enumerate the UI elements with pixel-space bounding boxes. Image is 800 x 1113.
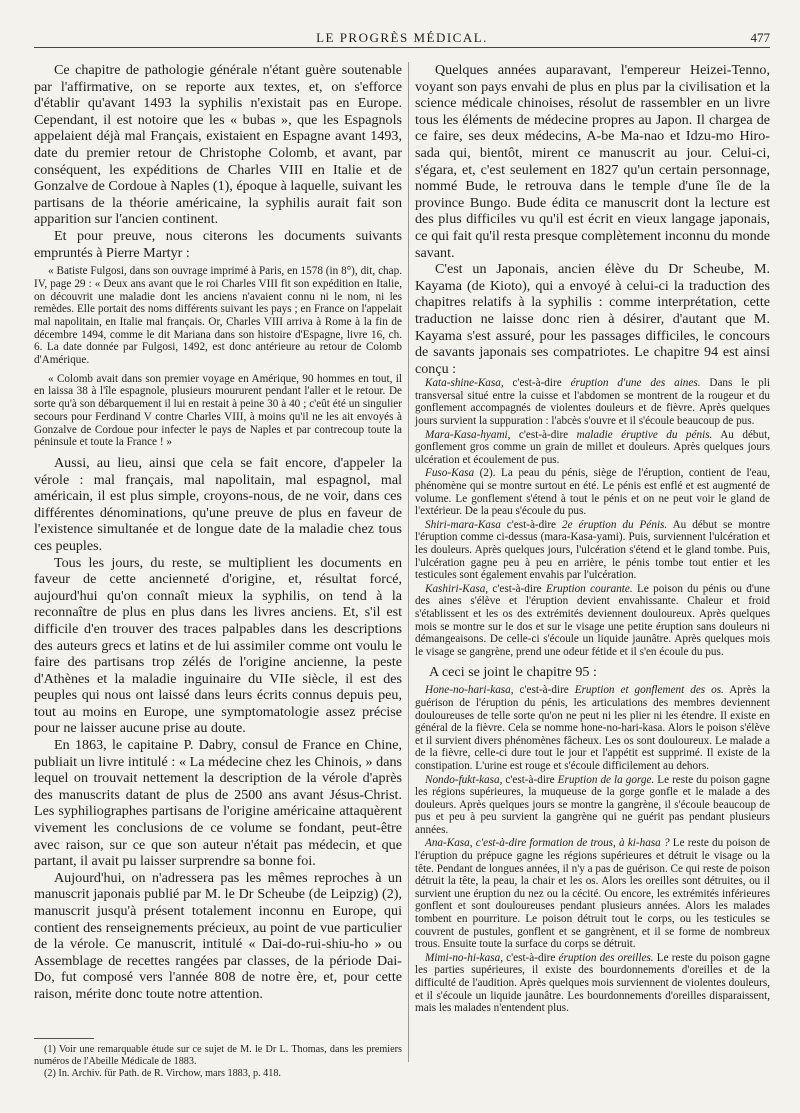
paragraph: Quelques années auparavant, l'empereur Heizei-Tenno, voyant son pays envahi de plus en plus par la civilisation et la science médicale chinoises, résolut de rassembler en un livre tous les éléments de médecine propres au Japon. Il chargea de ce faire, ses deux médecins, A-be Ma-nao et Idzu-mo Hiro-sada qui, bientôt, mirent ce manuscrit au jour. Celui-ci, s'égara, et, c'est seulement en 1827 qu'un certain personnage, nommé Bude, le retrouva dans le temple d'une île de la province Bungo. Bude édita ce manuscrit dont la lecture est des plus difficiles vu qu'il est écrit en vieux langage japonais, ce qui fait qu'il resta presque complètement inconnu du monde savant. bbox=[415, 62, 770, 261]
paragraph: Et pour preuve, nous citerons les documents suivants empruntés à Pierre Martyr : bbox=[34, 227, 402, 261]
entry-definition: 2e éruption du Pénis. bbox=[562, 518, 668, 531]
entry-definition: maladie éruptive du pénis. bbox=[576, 428, 713, 441]
paragraph: Aussi, au lieu, ainsi que cela se fait encore, d'appeler la vérole : mal français, mal napolitain, mal espagnol, mal américain, il est plus simple, croyons-nous, de ne voir, dans ces différentes dénominations, qu'une preuve de plus en faveur de l'existence simultanée et de longue date de la maladie chez tous ces peuples. bbox=[34, 454, 402, 554]
footnotes bbox=[34, 1038, 402, 1080]
paragraph: C'est un Japonais, ancien élève du Dr Scheube, M. Kayama (de Kioto), qui a envoyé à celui-ci la traduction des chapitres relatifs à la syphilis : comme interprétation, cette traduction ne laisse donc rien à désirer, d'autant que M. Kayama s'est assuré, pour les passages difficiles, le concours de savants japonais ses compatriotes. Le chapitre 94 est ainsi conçu : bbox=[415, 261, 770, 377]
entry: Mimi-no-hi-kasa, c'est-à-dire éruption des oreilles. Le reste du poison gagne les parties supérieures, il existe des bourdonnements d'oreilles et de la difficulté de l'audition. Après quelques mois surviennent de violentes douleurs, et il s'écoule un liquide jaunâtre. Les bourdonnements d'oreilles disparaissent, mais les malades n'entendent plus. bbox=[415, 951, 771, 1015]
header-rule bbox=[34, 47, 770, 48]
paragraph: Aujourd'hui, on n'adressera pas les mêmes reproches à un manuscrit japonais publié par M. le Dr Scheube (de Leipzig) (2), manuscrit jusqu'à présent totalement inconnu en Europe, qui contient des renseignements précieux, au point de vue particulier de la vérole. Ce manuscrit, intitulé « Dai-do-rui-shiu-ho » ou Assemblage de recettes rangées par classes, de la période Dai-Do, fut composé vers l'année 808 de notre ère, et, pour cette raison, mérite donc toute notre attention. bbox=[34, 869, 402, 1002]
running-title: LE PROGRÈS MÉDICAL. bbox=[316, 30, 488, 45]
paragraph: Tous les jours, du reste, se multiplient les documents en faveur de cette ancienneté d'origine, et, résultat forcé, aujourd'hui qu'on connaît mieux la syphilis, on tend à la reconnaître de plus en plus dans les livres anciens. Et, s'il est difficile d'en trouver des traces palpables dans les descriptions des auteurs grecs et latins et de lui assimiler comme ont voulu le faire des partisans trop zélés de l'origine ancienne, la peste d'Athènes et la maladie inguinaire du VIIe siècle, il est des peuples qui nous ont laissé dans leurs écrits connus depuis peu, tout au moins en Europe, une symptomatologie assez précise pour ne laisser aucune prise au doute. bbox=[34, 554, 402, 737]
entry-text: Après la guérison de l'éruption du pénis, les articulations des membres deviennent douloureuses de telle sorte qu'on ne peut ni les plier ni les étendre. Il existe en général de la fièvre. Cela se nomme hone-no-hari-kasa. Alors le poison s'élève et il survient divers phénomènes fâcheux. Les os sont douloureux. Le malade a de la fièvre, celle-ci dure tout le jour et l'appétit est supprimé. Il existe de la constipation. L'urine est rouge et s'écoule difficilement au dehors. bbox=[415, 684, 770, 772]
entry-term: Fuso-Kasa bbox=[425, 467, 475, 480]
entry: Shiri-mara-Kasa c'est-à-dire 2e éruption du Pénis. Au début se montre l'éruption comme ci-dessus (mara-Kasa-yami). Puis, surviennent l'ulcération et les douleurs. Après quelques jours, l'ulcération s'étend et le gland tombe. Puis, l'ulcération gagne peu à peu en arrière, le pénis tombe tout entier et les testicules sont également envahis par l'ulcération. bbox=[415, 518, 771, 582]
entry-term: Mara-Kasa-hyami, bbox=[425, 428, 511, 441]
entry-term: Ana-Kasa, bbox=[425, 837, 473, 850]
entry-term: Mimi-no-hi-kasa, bbox=[425, 951, 503, 964]
entry-definition: Eruption courante. bbox=[545, 582, 633, 595]
entry: Hone-no-hari-kasa, c'est-à-dire Eruption et gonflement des os. Après la guérison de l'éruption du pénis, les articulations des membres deviennent douloureuses de telle sorte qu'on ne peut ni les plier ni les étendre. Il existe en général de la fièvre. Cela se nomme hone-no-hari-kasa. Alors le poison s'élève et il survient divers phénomènes fâcheux. Les os sont douloureux. Le malade a de la fièvre, celle-ci dure tout le jour et l'appétit est supprimé. Il existe de la constipation. L'urine est rouge et s'écoule difficilement au dehors. bbox=[415, 684, 770, 772]
footnote: (2) In. Archiv. für Path. de R. Virchow, mars 1883, p. 418. bbox=[44, 1068, 281, 1079]
entry: Mara-Kasa-hyami, c'est-à-dire maladie éruptive du pénis. Au début, gonflement gros comme un grain de millet et douleurs. Après quelques jours ulcération et écoulement de pus. bbox=[415, 428, 771, 466]
entry-text: Le poison du pénis ou d'une des aines s'élève et l'éruption devient envahissante. Chaleur et froid s'établissent et les os des extrémités deviennent douloureux. Après quelques mois se montre sur le dos et sur le visage une petite éruption sans douleurs ni démangeaisons. De celle-ci s'écoule un liquide jaunâtre. Après quelques mois le visage se gangrène, prend une odeur fétide et il s'en écoule du pus. bbox=[415, 582, 770, 658]
entry-text: (2). La peau du pénis, siège de l'éruption, contient de l'eau, phénomène qui se montre surtout en été. Le pénis est enflé et est augmenté de volume. Le gonflement s'étend à tout le pénis et on ne peut voir le gland de l'extérieur. De la peau s'écoule du pus. bbox=[415, 467, 771, 518]
entry-text: Dans le pli transversal situé entre la cuisse et l'abdomen se montrent de la rougeur et du gonflement accompagnés de violentes douleurs et de fièvre. Après quelques jours survient la suppuration : l'abcès s'ouvre et il s'écoule beaucoup de pus. bbox=[415, 377, 770, 428]
quotation: « Batiste Fulgosi, dans son ouvrage imprimé à Paris, en 1578 (in 8°), dit, chap. IV, page 29 : « Deux ans avant que le roi Charles VIII fit son expédition en Italie, on découvrit une maladie dont les anciens n'avaient connu ni le nom, ni les remèdes. Elle portait des noms différents suivant les pays ; en France on l'appelait mal napolitain, en Italie mal français. Or, Charles VIII arriva à Rome à la fin de décembre 1494, comme le dit Mariana dans son histoire d'Espagne, livre 16, ch. 6. La date donnée par Fulgosi, 1492, est donc antérieure au retour de Colomb d'Amérique. bbox=[34, 265, 402, 367]
entry bbox=[415, 467, 770, 517]
entry-definition: éruption d'une des aines. bbox=[570, 377, 701, 390]
entry: Kashiri-Kasa, c'est-à-dire Eruption courante. Le poison du pénis ou d'une des aines s'élève et l'éruption devient envahissante. Chaleur et froid s'établissent et les os des extrémités deviennent douloureux. Après quelques mois se montre sur le dos et sur le visage une petite éruption sans douleurs ni démangeaisons. De celle-ci s'écoule un liquide jaunâtre. Après quelques mois le visage se gangrène, prend une odeur fétide et il s'en écoule du pus. bbox=[415, 582, 770, 658]
entry-text: Le reste du poison gagne les régions supérieures, la muqueuse de la gorge gonfle et le malade a des douleurs. Après quelques jours se montre la gangrène, il s'écoule beaucoup de pus et peu à peu survient la gangrène qui ne guérit pas pendant plusieurs années. bbox=[415, 773, 771, 836]
chapter-94-entries bbox=[415, 377, 770, 658]
entry-term: Hone-no-hari-kasa, bbox=[425, 684, 514, 697]
entry-text: Le reste du poison gagne les parties supérieures, il existe des bourdonnements d'oreilles et de la difficulté de l'audition. Après quelques mois surviennent de violentes douleurs, et il s'écoule un liquide jaunâtre. Les bourdonnements d'oreilles disparaissent, mais les malades n'entendent plus. bbox=[415, 951, 771, 1015]
entry-definition: éruption des oreilles. bbox=[558, 951, 654, 964]
entry-text: Le reste du poison de l'éruption du prépuce gagne les régions supérieures et détruit le visage ou la tête. Pendant de longues années, il n'y a pas de guérison. Ce qui reste de poison détruit la tête, la peau, la chair et les os. Alors les oreilles sont détruites, ou il survient une éruption du nez ou la cécité. Ou encore, les extrémités inférieures gonflent et sont douloureuses pendant plusieurs années. Alors les malades tombent en pourriture. Le poison détruit tout le corps, ou les testicules se couvrent de pustules, gonflent et se gangrènent, et il se forme de nombreux trous. Ensuite toute la surface du corps se détruit. bbox=[415, 837, 771, 951]
entry-term: Nondo-fukt-kasa, bbox=[425, 773, 503, 786]
footnote-separator bbox=[34, 1038, 94, 1039]
entry-term: Kashiri-Kasa, bbox=[425, 582, 489, 595]
entry-text: Au début se montre l'éruption comme ci-dessus (mara-Kasa-yami). Puis, surviennent l'ulcération et les douleurs. Après quelques jours, l'ulcération s'étend et le gland tombe. Puis, l'ulcération gagne peu à peu en arrière, le pénis tombe tout entier et les testicules sont également envahis par l'ulcération. bbox=[415, 518, 771, 582]
paragraph: Ce chapitre de pathologie générale n'étant guère soutenable par l'affirmative, on se reporte aux textes, et, on s'efforce d'établir qu'avant 1493 la syphilis n'existait pas en Europe. Cependant, il est notoire que les « bubas », que les Espagnols appelaient déjà mal Français, existaient en Espagne avant 1493, date du premier retour de Christophe Colomb, et avant, par conséquent, les expéditions de Charles VIII en Italie et de Gonzalve de Cordoue à Naples (1), époque à laquelle, suivant les partisans de la théorie américaine, la syphilis aurait fait son apparition sur l'ancien continent. bbox=[34, 62, 402, 228]
chapter-95-entries bbox=[415, 684, 770, 1014]
entry-term: Kata-shine-Kasa, bbox=[425, 377, 504, 390]
quotation: « Colomb avait dans son premier voyage en Amérique, 90 hommes en tout, il en laissa 38 à l'île espagnole, plusieurs moururent pendant l'aller et le retour. De sorte qu'à son débarquement il lui en restait à peine 30 à 40 ; c'eût été un singulier secours pour Ferdinand V contre Charles VIII, à moins qu'il ne les ait envoyés à Gonzalve de Cordoue pour infecter le pays de Naples et par contrecoup toute la péninsule et toute la France ! » bbox=[34, 372, 402, 449]
right-column bbox=[415, 62, 770, 1016]
entry-definition: Eruption et gonflement des os. bbox=[574, 684, 724, 697]
chapter-95-intro: A ceci se joint le chapitre 95 : bbox=[429, 664, 597, 681]
left-column bbox=[34, 62, 402, 1003]
page-number: 477 bbox=[750, 30, 770, 45]
entry bbox=[415, 837, 770, 950]
running-header bbox=[34, 30, 770, 46]
entry: Kata-shine-Kasa, c'est-à-dire éruption d'une des aines. Dans le pli transversal situé entre la cuisse et l'abdomen se montrent de la rougeur et du gonflement accompagnés de violentes douleurs et de fièvre. Après quelques jours survient la suppuration : l'abcès s'ouvre et il s'écoule beaucoup de pus. bbox=[415, 377, 770, 428]
column-divider bbox=[408, 62, 409, 1062]
entry: Nondo-fukt-kasa, c'est-à-dire Eruption de la gorge. Le reste du poison gagne les régions supérieures, la muqueuse de la gorge gonfle et le malade a des douleurs. Après quelques jours se montre la gangrène, il s'écoule beaucoup de pus et peu à peu survient la gangrène qui ne guérit pas pendant plusieurs années. bbox=[415, 773, 771, 836]
entry-definition: c'est-à-dire formation de trous, à ki-hasa ? bbox=[475, 837, 670, 850]
footnote: (1) Voir une remarquable étude sur ce sujet de M. le Dr L. Thomas, dans les premiers numéros de l'Abeille Médicale de 1883. bbox=[34, 1044, 402, 1067]
paragraph: En 1863, le capitaine P. Dabry, consul de France en Chine, publiait un livre intitulé : « La médecine chez les Chinois, » dans lequel on trouvait nettement la description de la vérole d'après des manuscrits datant de plus de 2500 ans avant Jésus-Christ. Les syphiliographes partisans de l'origine américaine attaquèrent vivement les conclusions de ce volume se fondant, peut-être avec raison, sur ce que son auteur n'était pas médecin, et que partant, il avait pu laisser surprendre sa bonne foi. bbox=[34, 737, 402, 870]
entry-text: Au début, gonflement gros comme un grain de millet et douleurs. Après quelques jours ulcération et écoulement de pus. bbox=[415, 428, 771, 466]
entry-definition: Eruption de la gorge. bbox=[557, 773, 655, 786]
entry-term: Shiri-mara-Kasa bbox=[425, 518, 501, 531]
